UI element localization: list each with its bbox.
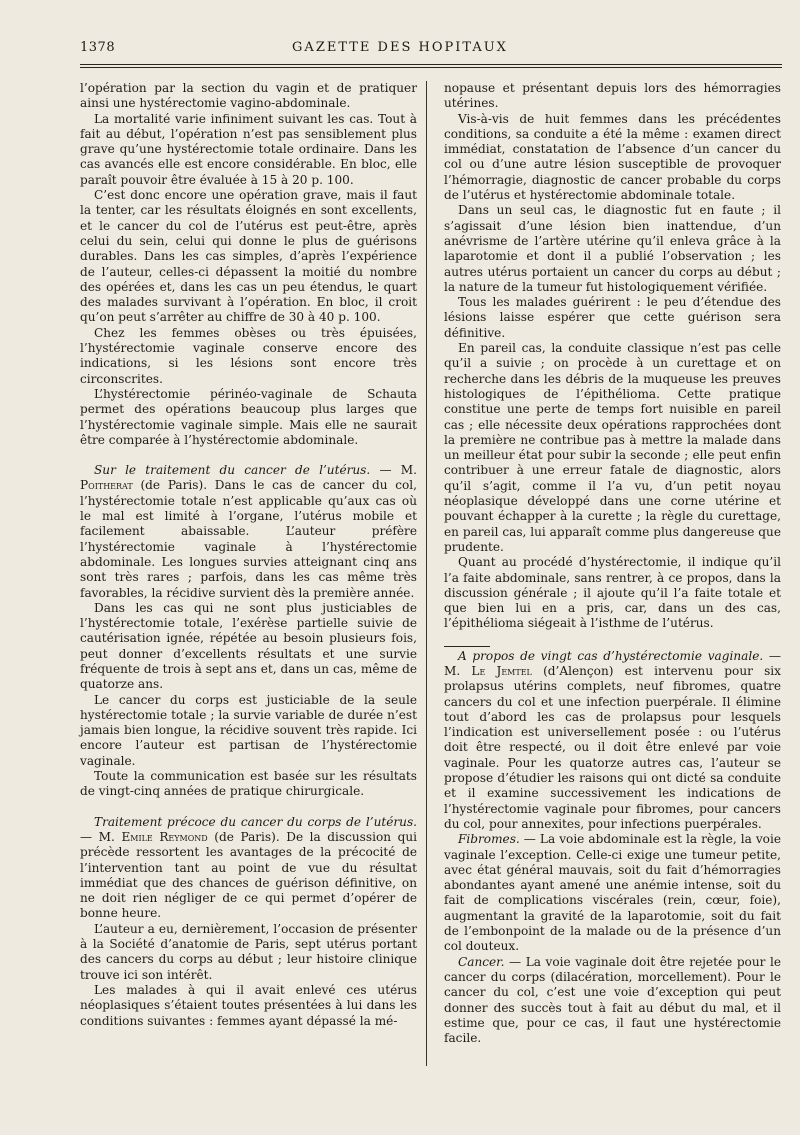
- paragraph: L’hystérectomie périnéo-vaginale de Schauta permet des opérations beaucoup plus larges que l’hystérectomie vaginale simple. Mais elle ne saurait être comparée à l’hystérectomie abdominale.: [80, 386, 417, 447]
- paragraph: Le cancer du corps est justiciable de la seule hystérectomie totale ; la survie variable de durée n’est jamais bien longue, la récidive souvent très rapide. Ici encore l’auteur est partisan de l’hystérectomie vaginale.: [80, 692, 417, 768]
- section-lead-text: (de Paris). Dans le cas de cancer du col, l’hystérectomie totale n’est applicable qu’aux cas où le mal est limité à l’organe, l’utérus mobile et facilement abaissable. L’auteur préfère l’hystérectomie vaginale à l’hystérectomie abdominale. Les longues survies atteignant cinq ans sont très rares ; parfois, dans les cas même très favorables, la récidive survient dès la première année.: [80, 478, 417, 600]
- section-lead-paragraph: Sur le traitement du cancer de l’utérus. — M. Poitherat (de Paris). Dans le cas de cancer du col, l’hystérectomie totale n’est applicable qu’aux cas où le mal est limité à l’organe, l’utérus mobile et facilement abaissable. L’auteur préfère l’hystérectomie vaginale à l’hystérectomie abdominale. Les longues survies atteignant cinq ans sont très rares ; parfois, dans les cas même très favorables, la récidive survient dès la première année.: [80, 463, 417, 600]
- subsection-label: Cancer.: [458, 954, 505, 969]
- paragraph: Tous les malades guérirent : le peu d’étendue des lésions laisse espérer que cette guérison sera définitive.: [444, 295, 781, 340]
- column-separator: [426, 81, 427, 1066]
- section-lead-paragraph: A propos de vingt cas d’hystérectomie vaginale. — M. Le Jemtel (d’Alençon) est intervenu pour six prolapsus utérins complets, neuf fibromes, quatre cancers du col et une infection puerpérale. Il élimine tout d’abord les cas de prolapsus pour lesquels l’indication est universellement posée : ou l’utérus doit être respecté, ou il doit être enlevé par voie vaginale. Pour les quatorze autres cas, l’auteur se propose d’étudier les raisons qui ont dicté sa conduite et il examine successivement les indications de l’hystérectomie vaginale pour fibromes, pour cancers du col, pour annexites, pour infections puerpérales.: [444, 648, 781, 831]
- paragraph: l’opération par la section du vagin et de pratiquer ainsi une hystérectomie vagino-abdominale.: [80, 81, 417, 111]
- author-name: M. Emile Reymond: [98, 829, 208, 844]
- subsection-text: La voie abdominale est la règle, la voie vaginale l’exception. Celle-ci exige une tumeur petite, avec état général mauvais, soit du fait d’hémorragies abondantes ayant amené une anémie intense, soit du fait de complications viscérales (rein, cœur, foie), augmentant la gravité de la laparotomie, soit du fait de l’embonpoint de la malade ou de la présence d’un col douteux.: [444, 832, 781, 954]
- author-name: M. Le Jemtel: [444, 663, 532, 678]
- left-column: [80, 81, 417, 1029]
- section-lead-paragraph: Traitement précoce du cancer du corps de l’utérus. — M. Emile Reymond (de Paris). De la discussion qui précède ressortent les avantages de la précocité de l’intervention tant au point de vue du résultat immédiat que des chances de guérison définitive, on ne doit rien négliger de ce qui permet d’opérer de bonne heure.: [80, 814, 417, 921]
- paragraph: Toute la communication est basée sur les résultats de vingt-cinq années de pratique chirurgicale.: [80, 769, 417, 799]
- subsection-text: La voie vaginale doit être rejetée pour le cancer du corps (dilacération, morcellement). Pour le cancer du col, c’est une voie d’exception qui peut donner des succès tout à fait au début du mal, et il estime que, pour ce cas, il faut une hystérectomie facile.: [444, 954, 781, 1046]
- section-title: Sur le traitement du cancer de l’utérus.: [94, 463, 371, 478]
- section-divider: [444, 646, 490, 647]
- paragraph: Les malades à qui il avait enlevé ces utérus néoplasiques s’étaient toutes présentées à lui dans les conditions suivantes : femmes ayant dépassé la mé-: [80, 982, 417, 1028]
- subsection-paragraph: Fibromes. — La voie abdominale est la règle, la voie vaginale l’exception. Celle-ci exige une tumeur petite, avec état général mauvais, soit du fait d’hémorragies abondantes ayant amené une anémie intense, soit du fait de complications viscérales (rein, cœur, foie), augmentant la gravité de la laparotomie, soit du fait de l’embonpoint de la malade ou de la présence d’un col douteux.: [444, 832, 781, 954]
- paragraph: Quant au procédé d’hystérectomie, il indique qu’il l’a faite abdominale, sans rentrer, à ce propos, dans la discussion générale ; il ajoute qu’il l’a faite totale et que bien lui en a pris, car, dans un des cas, l’épithélioma siégeait à l’isthme de l’utérus.: [444, 555, 781, 631]
- paragraph: Dans les cas qui ne sont plus justiciables de l’hystérectomie totale, l’exérèse partielle suivie de cautérisation ignée, répétée au besoin plusieurs fois, peut donner d’excellents résultats et une survie fréquente de trois à sept ans et, dans un cas, même de quatorze ans.: [80, 600, 417, 692]
- paragraph: L’auteur a eu, dernièrement, l’occasion de présenter à la Société d’anatomie de Paris, sept utérus portant des cancers du corps au début ; leur histoire clinique trouve ici son intérêt.: [80, 921, 417, 982]
- paragraph: La mortalité varie infiniment suivant les cas. Tout à fait au début, l’opération n’est pas sensiblement plus grave qu’une hystérectomie totale ordinaire. Dans les cas avancés elle est encore considérable. En bloc, elle paraît pouvoir être évaluée à 15 à 20 p. 100.: [80, 111, 417, 187]
- section-lead-text: (de Paris). De la discussion qui précède ressortent les avantages de la précocité de l’intervention tant au point de vue du résultat immédiat que des chances de guérison définitive, on ne doit rien négliger de ce qui permet d’opérer de bonne heure.: [80, 829, 417, 921]
- subsection-label: Fibromes.: [458, 832, 520, 847]
- right-column: [444, 81, 781, 1046]
- header-rule: [80, 64, 782, 68]
- section-title: A propos de vingt cas d’hystérectomie vaginale.: [458, 648, 764, 663]
- section-lead-text: (d’Alençon) est intervenu pour six prolapsus utérins complets, neuf fibromes, quatre cancers du col et une infection puerpérale. Il élimine tout d’abord les cas de prolapsus pour lesquels l’indication est universellement posée : ou l’utérus doit être respecté, ou il doit être enlevé par voie vaginale. Pour les quatorze autres cas, l’auteur se propose d’étudier les raisons qui ont dicté sa conduite et il examine successivement les indications de l’hystérectomie vaginale pour fibromes, pour cancers du col, pour annexites, pour infections puerpérales.: [444, 663, 781, 831]
- paragraph: nopause et présentant depuis lors des hémorragies utérines.: [444, 81, 781, 111]
- subsection-paragraph: Cancer. — La voie vaginale doit être rejetée pour le cancer du corps (dilacération, morcellement). Pour le cancer du col, c’est une voie d’exception qui peut donner des succès tout à fait au début du mal, et il estime que, pour ce cas, il faut une hystérectomie facile.: [444, 954, 781, 1046]
- journal-title: GAZETTE DES HOPITAUX: [292, 40, 508, 55]
- paragraph: Vis-à-vis de huit femmes dans les précédentes conditions, sa conduite a été la même : examen direct immédiat, constatation de l’absence d’un cancer du col ou d’une autre lésion susceptible de provoquer l’hémorragie, diagnostic de cancer probable du corps de l’utérus et hystérectomie abdominale totale.: [444, 111, 781, 203]
- paragraph: Dans un seul cas, le diagnostic fut en faute ; il s’agissait d’une lésion bien inattendue, d’un anévrisme de l’artère utérine qu’il enleva grâce à la laparotomie et dont il a publié l’observation ; les autres utérus portaient un cancer du corps au début ; la nature de la tumeur fut histologiquement vérifiée.: [444, 203, 781, 294]
- section-title: Traitement précoce du cancer du corps de l’utérus.: [94, 814, 417, 829]
- author-name: M. Poitherat: [80, 463, 417, 493]
- page-number: 1378: [80, 40, 116, 55]
- paragraph: En pareil cas, la conduite classique n’est pas celle qu’il a suivie ; on procède à un curettage et on recherche dans les débris de la muqueuse les preuves histologiques de l’épithélioma. Cette pratique constitue une perte de temps fort nuisible en pareil cas ; elle nécessite deux opérations rapprochées dont la première ne contribue pas à mettre la malade dans un meilleur état pour subir la seconde ; elle peut enfin contribuer à une erreur fatale de diagnostic, alors qu’il s’agit, comme il l’a vu, d’un petit noyau néoplasique développé dans une corne utérine et pouvant échapper à la curette ; la règle du curettage, en pareil cas, lui apparaît comme plus dangereuse que prudente.: [444, 341, 781, 554]
- paragraph: Chez les femmes obèses ou très épuisées, l’hystérectomie vaginale conserve encore des indications, si les lésions sont encore très circonscrites.: [80, 325, 417, 386]
- paragraph: C’est donc encore une opération grave, mais il faut la tenter, car les résultats éloignés en sont excellents, et le cancer du col de l’utérus est peut-être, après celui du sein, celui qui donne le plus de guérisons durables. Dans les cas simples, d’après l’expérience de l’auteur, celles-ci dépassent la moitié du nombre des opérées et, dans les cas un peu étendus, le quart des malades survivant à l’opération. En bloc, il croit qu’on peut s’arrêter au chiffre de 30 à 40 p. 100.: [80, 188, 417, 325]
